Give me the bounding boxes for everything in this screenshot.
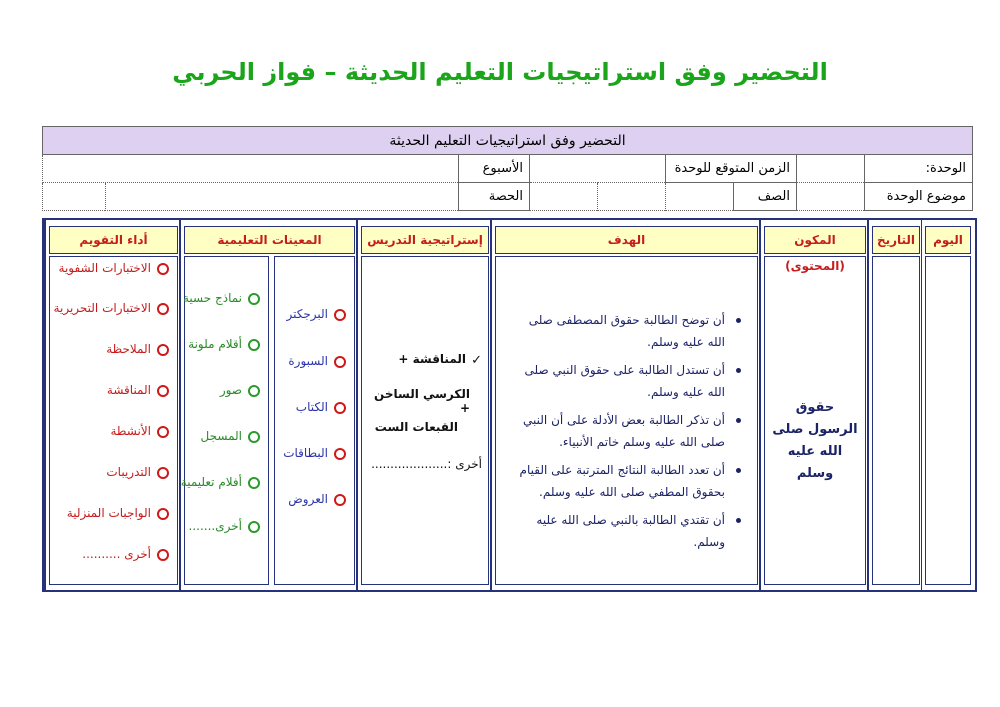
objective-item: أن توضح الطالبة حقوق المصطفى صلى الله عليه وسلم. [513,309,743,353]
aids-blue-cell [274,256,355,585]
aid-option[interactable]: البطاقات [283,446,346,460]
radio-circle-icon [248,385,260,397]
assessment-header: أداء التقويم [49,226,178,254]
strategy-line-1: المناقشة + [398,352,466,366]
assessment-option[interactable]: الواجبات المنزلية [67,506,169,520]
radio-circle-icon [157,344,169,356]
radio-circle-icon [334,494,346,506]
radio-circle-icon [248,339,260,351]
component-text: حقوق الرسول صلى الله عليه وسلم [772,400,858,481]
aid-option[interactable]: السبورة [288,354,346,368]
strategy-cell [361,256,489,585]
date-column [867,220,923,590]
assessment-option[interactable]: المناقشة [107,383,169,397]
objectives-list [513,309,743,559]
radio-circle-icon [157,508,169,520]
lesson-plan-grid [42,218,977,592]
radio-circle-icon [157,549,169,561]
class-field-2[interactable] [598,183,666,211]
assessment-column [44,220,181,590]
assessment-cell [49,256,178,585]
radio-circle-icon [157,385,169,397]
aid-option[interactable]: المسجل [201,429,260,443]
component-cell [764,256,866,585]
unit-value-field[interactable] [797,155,865,183]
radio-circle-icon [248,477,260,489]
date-header: التاريخ [872,226,920,254]
radio-circle-icon [334,356,346,368]
aid-option[interactable]: أخرى....... [189,519,260,533]
objective-item: أن تستدل الطالبة على حقوق النبي صلى الله عليه وسلم. [513,359,743,403]
radio-circle-icon [157,303,169,315]
period-field-2[interactable] [43,183,106,211]
aids-header: المعينات التعليمية [184,226,355,254]
assessment-option[interactable]: الاختبارات التحريرية [54,301,169,315]
class-field[interactable] [666,183,734,211]
component-header: المكون (المحتوى) [764,226,866,254]
day-header: اليوم [925,226,971,254]
assessment-option[interactable]: الملاحظة [106,342,169,356]
aid-option[interactable]: أقلام ملونة [188,337,260,351]
strategy-column [356,220,492,590]
unit-topic-label: موضوع الوحدة [865,183,973,211]
header-table [42,126,973,211]
objective-cell [495,256,758,585]
unit-topic-field[interactable] [797,183,865,211]
date-cell[interactable] [872,256,920,585]
expected-time-field[interactable] [530,155,666,183]
radio-circle-icon [334,309,346,321]
expected-time-label: الزمن المتوقع للوحدة [666,155,797,183]
objective-header: الهدف [495,226,758,254]
week-label: الأسبوع [459,155,530,183]
class-field-3[interactable] [530,183,598,211]
objective-item: أن تذكر الطالبة بعض الأدلة على أن النبي صلى الله عليه وسلم خاتم الأنبياء. [513,409,743,453]
unit-label: الوحدة: [865,155,973,183]
period-field[interactable] [106,183,459,211]
aid-option[interactable]: نماذج حسية [183,291,260,305]
radio-circle-icon [334,402,346,414]
day-cell[interactable] [925,256,971,585]
assessment-option[interactable]: أخرى .......... [82,547,169,561]
header-band-title: التحضير وفق استراتيجيات التعليم الحديثة [43,127,973,155]
radio-circle-icon [334,448,346,460]
aid-option[interactable]: الكتاب [296,400,346,414]
radio-circle-icon [248,521,260,533]
radio-circle-icon [248,293,260,305]
assessment-option[interactable]: الأنشطة [111,424,170,438]
period-label: الحصة [459,183,530,211]
check-mark-icon: ✓ [471,353,482,368]
radio-circle-icon [157,467,169,479]
radio-circle-icon [157,263,169,275]
component-column [759,220,869,590]
aid-option[interactable]: صور [220,383,260,397]
assessment-option[interactable]: التدريبات [106,465,169,479]
class-label: الصف [734,183,797,211]
week-field[interactable] [43,155,459,183]
aid-option[interactable]: البرجكتر [286,307,346,321]
radio-circle-icon [157,426,169,438]
strategy-line-3: القبعات الست [374,420,458,434]
strategy-line-2: الكرسي الساخن + [374,387,470,415]
assessment-option[interactable]: الاختبارات الشفوية [59,261,169,275]
aids-green-cell [180,256,269,585]
objective-column [490,220,761,590]
radio-circle-icon [248,431,260,443]
objective-item: أن تقتدي الطالبة بالنبي صلى الله عليه وسلم. [513,509,743,553]
objective-item: أن تعدد الطالبة النتائج المترتبة على القيام بحقوق المطفي صلى الله عليه وسلم. [513,459,743,503]
aid-option[interactable]: أفلام تعليمية [181,475,260,489]
strategy-other[interactable]: أخرى :.................... [371,457,482,471]
day-column [921,220,974,590]
aid-option[interactable]: العروض [288,492,346,506]
strategy-header: إستراتيجية التدريس [361,226,489,254]
page-title: التحضير وفق استراتيجيات التعليم الحديثة – فواز الحربي [172,58,828,86]
aids-column [179,220,358,590]
